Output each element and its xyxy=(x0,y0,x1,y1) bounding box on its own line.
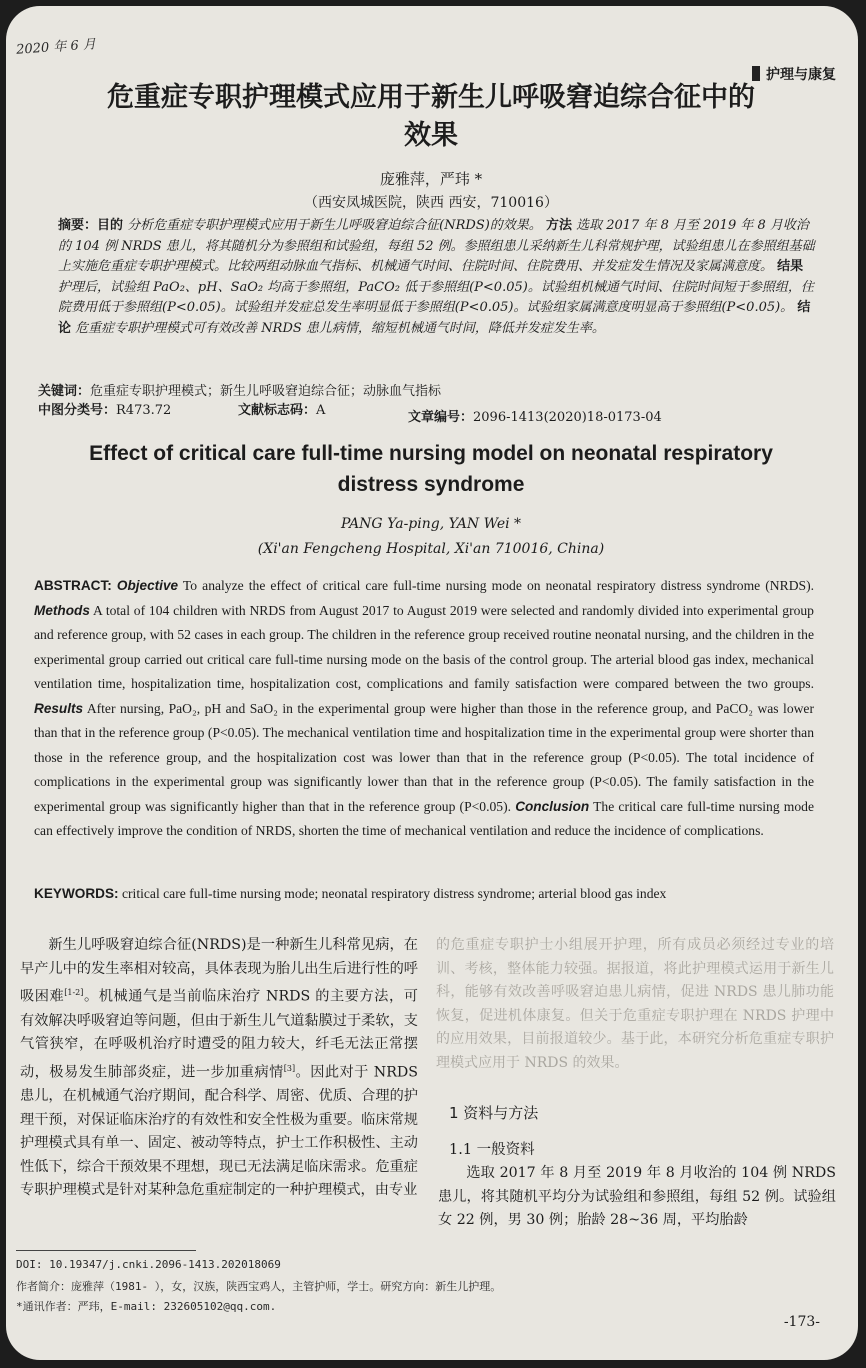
article-no-value: 2096-1413(2020)18-0173-04 xyxy=(473,410,662,425)
article-number xyxy=(408,406,662,425)
keywords-cn xyxy=(38,380,441,399)
authors-cn: 庞雅萍，严玮 * xyxy=(379,170,483,188)
abstract-cn xyxy=(58,216,818,339)
abstract-en-methods-label: Methods xyxy=(34,602,90,618)
section-tag-label: 护理与康复 xyxy=(766,67,836,83)
abstract-en-label: ABSTRACT: xyxy=(34,578,112,593)
body-column-left xyxy=(20,934,418,1203)
abstract-cn-results: 护理后，试验组 PaO₂、pH、SaO₂ 均高于参照组，PaCO₂ 低于参照组(P<0.05)。试验组机械通气时间、住院时间短于参照组，住院费用低于参照组(P<0.05)。试验组并发症总发生率明显低于参照组(P<0.05)。试验组家属满意度明显高于参照组(P<0.05)。 xyxy=(58,279,814,315)
abstract-cn-label: 摘要： xyxy=(58,218,98,233)
title-cn-line-1: 危重症专职护理模式应用于新生儿呼吸窘迫综合征中的 xyxy=(107,82,755,113)
affiliation-cn: （西安凤城医院，陕西 西安，710016） xyxy=(304,195,558,211)
citation-ref: [3] xyxy=(283,1063,296,1073)
authors-en: PANG Ya-ping, YAN Wei * xyxy=(340,516,522,532)
footnote-doi: DOI: 10.19347/j.cnki.2096-1413.202018069 xyxy=(16,1258,281,1271)
keywords-cn-text: 危重症专职护理模式；新生儿呼吸窘迫综合征；动脉血气指标 xyxy=(90,384,442,399)
abstract-en-objective: To analyze the effect of critical care full-time nursing mode on neonatal respiratory distress syndrome (NRDS). xyxy=(182,578,814,593)
section-tag-bar xyxy=(752,66,760,81)
abstract-en-methods: A total of 104 children with NRDS from August 2017 to August 2019 were selected and randomly divided into experimental group and reference group, with 52 cases in each group. The children in the reference group received routine neonatal nursing, and the children in the experimental group carried out critical care full-time nursing mode on the basis of the control group. The arterial blood gas index, mechanical ventilation time, hospitalization time, hospitalization cost, complications and family satisfaction were compared between the two groups. xyxy=(34,602,814,691)
footnote-corresponding: *通讯作者：严玮，E-mail: 232605102@qq.com. xyxy=(16,1300,277,1313)
keywords-en-text: critical care full-time nursing mode; neonatal respiratory distress syndrome; arterial blood gas index xyxy=(122,886,667,901)
body-column-right-faded: 的危重症专职护士小组展开护理，所有成员必须经过专业的培训、考核，整体能力较强。据报道，将此护理模式运用于新生儿科，能够有效改善呼吸窘迫患儿病情，促进 NRDS 患儿肺功能恢复，促进机体康复。但关于危重症专职护理在 NRDS 护理中的应用效果，目前报道较少。基于此，本研究分析危重症专职护理模式应用于 NRDS 的效果。 xyxy=(436,937,834,1071)
keywords-cn-label: 关键词： xyxy=(38,384,91,399)
classification-label: 中图分类号： xyxy=(38,403,117,418)
abstract-cn-results-label: 结果 xyxy=(777,259,804,274)
abstract-cn-methods: 选取 2017 年 8 月至 2019 年 8 月收治的 104 例 NRDS 患儿，将其随机分为参照组和试验组，每组 52 例。参照组患儿采纳新生儿科常规护理，试验组患儿在参照组基础上实施危重症专职护理模式。比较两组动脉血气指标、机械通气时间、住院时间、住院费用、并发症发生情况及家属满意度。 xyxy=(58,218,815,274)
body-column-right xyxy=(438,1162,836,1233)
body-paragraph: 选取 2017 年 8 月至 2019 年 8 月收治的 104 例 NRDS 患儿，将其随机平均分为试验组和参照组，每组 52 例。试验组女 22 例，男 30 例；胎龄 28~36 周，平均胎龄 xyxy=(438,1165,836,1229)
subsection-heading: 1.1 一般资料 xyxy=(449,1142,535,1158)
document-code xyxy=(238,399,325,418)
abstract-cn-objective: 分析危重症专职护理模式应用于新生儿呼吸窘迫综合征(NRDS)的效果。 xyxy=(127,218,542,233)
doc-code-value: A xyxy=(316,403,326,418)
abstract-en-conclusion: The critical care full-time nursing mode can effectively improve the condition of NRDS, shorten the time of mechanical ventilation and reduce the incidence of complications. xyxy=(34,798,814,838)
title-en-line-1: Effect of critical care full-time nursing model on neonatal respiratory xyxy=(89,442,773,465)
section-heading: 1 资料与方法 xyxy=(449,1104,539,1122)
title-en-line-2: distress syndrome xyxy=(337,473,525,496)
abstract-en xyxy=(34,574,814,844)
abstract-en-objective-label: Objective xyxy=(116,578,179,593)
classification-value: R473.72 xyxy=(116,403,172,418)
citation-ref: [1-2] xyxy=(64,988,84,998)
abstract-cn-methods-label: 方法 xyxy=(545,218,572,233)
footnote-divider xyxy=(16,1250,196,1251)
body-left-text-3: 。因此对于 NRDS 患儿，在机械通气治疗期间，配合科学、周密、优质、合理的护理干预，对保证临床治疗的有效性和安全性极为重要。临床常规护理模式具有单一、固定、被动等特点，护士工作积极性、主动性低下，综合干预效果不理想，现已无法满足临床需求。危重症专职护理模式是针对某种急危重症制定的一种护理模式，由专业 xyxy=(20,1064,418,1199)
article-no-label: 文章编号： xyxy=(408,410,474,425)
issue-date: 2020 年 6 月 xyxy=(15,37,97,58)
doc-code-label: 文献标志码： xyxy=(238,403,317,418)
body-paragraph xyxy=(20,934,418,1203)
abstract-cn-conclusion: 危重症专职护理模式可有效改善 NRDS 患儿病情，缩短机械通气时间，降低并发症发生率。 xyxy=(75,320,605,336)
classification-number xyxy=(38,399,171,418)
keywords-en xyxy=(34,886,824,902)
page-number: -173- xyxy=(783,1314,820,1330)
abstract-en-results-label: Results xyxy=(34,700,84,716)
body-left-text-1: 新生儿呼吸窘迫综合征(NRDS)是一种新生儿科常见病，在早产儿中的发生率相对较高，具体表现为胎儿出生后进行性的呼吸困难 xyxy=(20,937,418,1005)
abstract-en-results: After nursing, PaO₂, pH and SaO₂ in the experimental group were higher than those in the reference group, and PaCO₂ was lower than that in the reference group (P<0.05). The mechanical ventilation time and hospitalization time in the experimental group were shorter than those in the reference group, and the hospitalization cost was lower than that in the reference group (P<0.05). The total incidence of complications in the experimental group was significantly lower than that in the reference group (P<0.05). The family satisfaction in the experimental group was significantly higher than that in the reference group (P<0.05). xyxy=(34,700,814,814)
keywords-en-label: KEYWORDS: xyxy=(34,886,119,901)
body-left-text-2: 。机械通气是当前临床治疗 NRDS 的主要方法，可有效解决呼吸窘迫等问题，但由于新生儿气道黏膜过于柔软，支气管狭窄，在呼吸机治疗时遭受的阻力较大，纤毛无法正常摆动，极易发生肺部炎症，进一步加重病情 xyxy=(20,988,418,1081)
journal-page xyxy=(6,6,858,1360)
abstract-cn-conclusion-label: 结论 xyxy=(58,300,811,336)
abstract-cn-objective-label: 目的 xyxy=(97,218,124,233)
footnote-author-info: 作者简介：庞雅萍（1981- ），女，汉族，陕西宝鸡人，主管护师，学士。研究方向：新生儿护理。 xyxy=(16,1280,502,1293)
affiliation-en: (Xi'an Fengcheng Hospital, Xi'an 710016, China) xyxy=(257,541,605,557)
abstract-en-conclusion-label: Conclusion xyxy=(515,798,590,814)
title-cn-line-2: 效果 xyxy=(404,120,458,151)
